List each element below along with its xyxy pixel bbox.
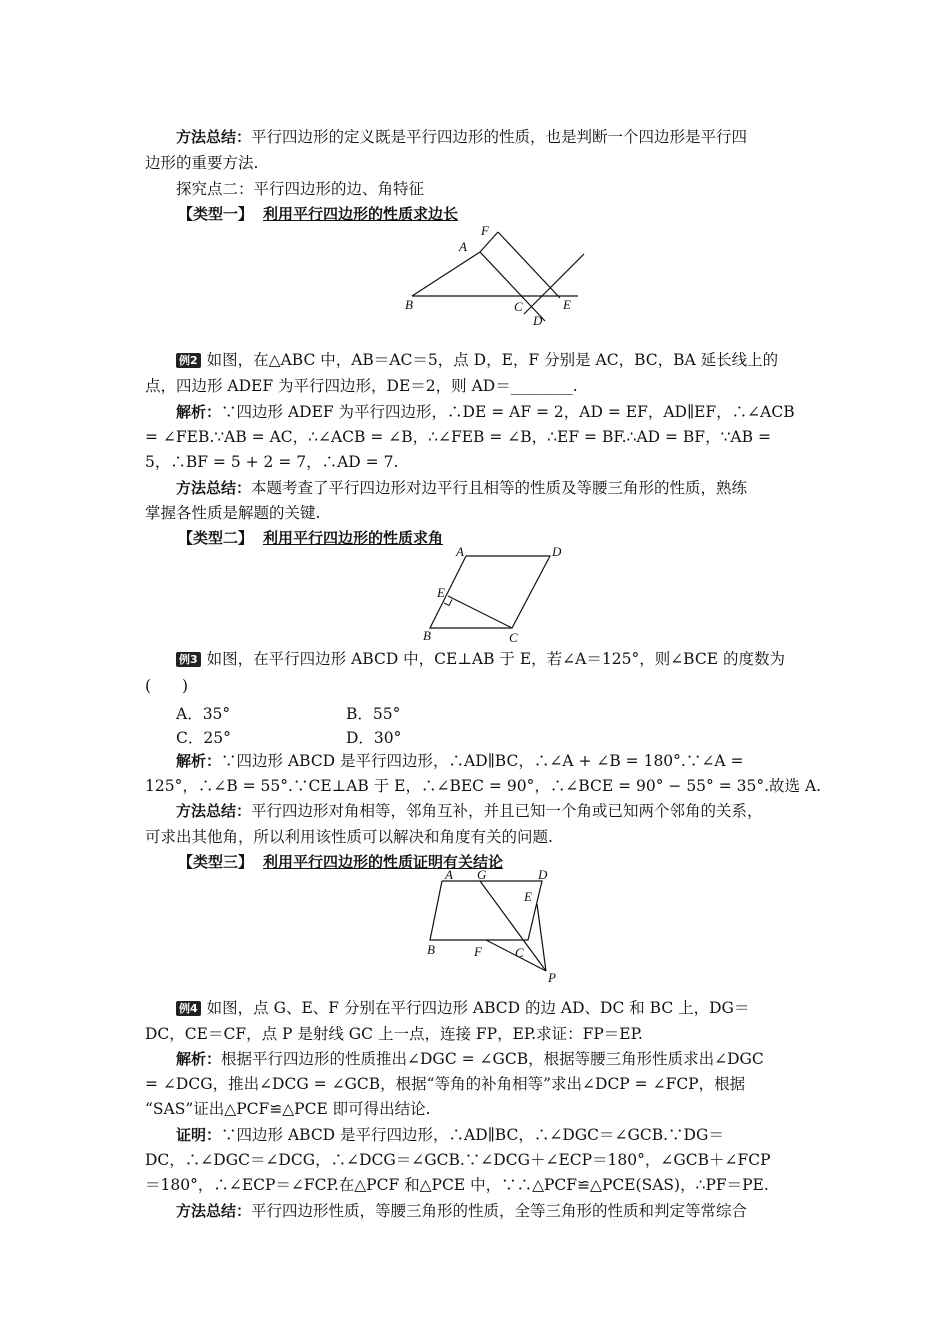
ex4-question-line-2: DC，CE＝CF，点 P 是射线 GC 上一点，连接 FP，EP.求证：FP＝EP. [145,1025,643,1043]
label-a: A [459,239,467,254]
figure-2 [418,546,568,646]
summary-text: 平行四边形的定义既是平行四边形的性质，也是判断一个四边形是平行四 [251,128,748,146]
label-c: C [509,630,518,645]
ex4-badge: 例4 [176,1001,201,1016]
ex4-analysis-line-2: = ∠DCG，推出∠DCG = ∠GCB，根据“等角的补角相等”求出∠DCP = ∠FCP，根据 [145,1075,746,1093]
label-d: D [538,867,548,882]
label-e: E [437,585,445,600]
ex2-badge: 例2 [176,353,201,368]
segment-ce [448,596,512,628]
ex2-analysis-line-2: = ∠FEB.∵AB = AC，∴∠ACB = ∠B，∴∠FEB = ∠B，∴EF = BF.∴AD = BF，∵AB = [145,428,771,446]
ex2-analysis-line-1 [176,401,846,423]
ex3-option-c: C．25° [176,729,231,747]
ex3-option-b: B．55° [346,705,401,723]
ex2-analysis-text-1: ∵四边形 ADEF 为平行四边形，∴DE = AF = 2，AD = EF，AD∥EF，∴∠ACB [221,403,795,421]
ex3-analysis-text-1: ∵四边形 ABCD 是平行四边形，∴AD∥BC，∴∠A + ∠B = 180°.∵∠A = [221,752,744,770]
ex2-analysis-line-3: 5，∴BF = 5 + 2 = 7，∴AD = 7. [145,453,399,471]
ex3-analysis-line-2: 125°，∴∠B = 55°.∵CE⊥AB 于 E，∴∠BEC = 90°，∴∠BCE = 90° − 55° = 35°.故选 A. [145,777,822,795]
segment-ba [412,252,480,296]
ex4-proof-text-1: ∵四边形 ABCD 是平行四边形，∴AD∥BC，∴∠DGC＝∠GCB.∵DG＝ [221,1126,724,1144]
ex3-summary-line-1 [176,800,846,822]
ex2-summary-line-2: 掌握各性质是解题的关键. [145,504,321,522]
label-f: F [474,944,482,959]
label-b: B [423,628,431,643]
ex3-badge: 例3 [176,652,201,667]
right-angle-mark [444,600,452,606]
ex4-analysis-text-1: 根据平行四边形的性质推出∠DGC = ∠GCB，根据等腰三角形性质求出∠DGC [221,1050,764,1068]
ex2-question-line-1 [176,349,846,371]
type1-title: 利用平行四边形的性质求边长 [263,205,459,223]
section-heading: 探究点二：平行四边形的边、角特征 [176,180,425,198]
type2-heading [178,527,443,548]
ex2-analysis-label: 解析： [176,403,222,421]
label-c: C [515,945,524,960]
label-g: G [477,867,487,882]
label-f: F [481,223,489,238]
label-e: E [563,297,571,312]
label-c: C [514,299,523,314]
ex4-summary-line-1 [176,1200,846,1222]
ex4-proof-label: 证明： [176,1126,222,1144]
segment-de [524,254,584,314]
ex4-analysis-label: 解析： [176,1050,222,1068]
ex4-analysis-line-3: “SAS”证出△PCF≌△PCE 即可得出结论. [145,1100,431,1118]
ex3-analysis-label: 解析： [176,752,222,770]
ex4-proof-line-1 [176,1124,846,1146]
ex3-question-line-1 [176,648,846,670]
label-e: E [524,889,532,904]
ex2-text-1: 如图，在△ABC 中，AB＝AC＝5，点 D，E，F 分别是 AC，BC，BA 延长线上的 [206,351,779,369]
type1-heading [178,203,458,224]
ray-gp [480,881,546,971]
label-a: A [456,544,464,559]
ex3-option-d: D．30° [346,729,402,747]
type3-tag: 【类型三】 [178,853,254,871]
type2-tag: 【类型二】 [178,529,254,547]
label-d: D [552,544,562,559]
ex4-proof-line-2: DC，∴∠DGC＝∠DCG，∴∠DCG＝∠GCB.∵∠DCG＋∠ECP＝180°，∠GCB＋∠FCP [145,1151,771,1169]
ex4-proof-line-3: ＝180°，∴∠ECP＝∠FCP.在△PCF 和△PCE 中，∵∴△PCF≌△PCE(SAS)，∴PF＝PE. [145,1176,769,1194]
label-d: D [533,313,543,328]
ex2-summary-text-1: 本题考查了平行四边形对边平行且相等的性质及等腰三角形的性质，熟练 [251,479,748,497]
label-a: A [445,867,453,882]
label-p: P [548,970,556,985]
ex3-summary-text-1: 平行四边形对角相等，邻角互补，并且已知一个角或已知两个邻角的关系， [251,802,763,820]
ex3-question-line-2: ( ) [145,677,189,695]
segment-ad [480,252,545,321]
ex4-text-1: 如图，点 G、E、F 分别在平行四边形 ABCD 的边 AD、DC 和 BC 上，DG＝ [206,999,750,1017]
ex3-text-1: 如图，在平行四边形 ABCD 中，CE⊥AB 于 E，若∠A＝125°，则∠BCE 的度数为 [206,650,785,668]
ex2-summary-line-1 [176,477,846,499]
ex4-analysis-line-1 [176,1048,846,1070]
figure-3 [420,868,570,988]
ex2-summary-label: 方法总结： [176,479,252,497]
type1-tag: 【类型一】 [178,205,254,223]
ex4-summary-text-1: 平行四边形性质，等腰三角形的性质，全等三角形的性质和判定等常综合 [251,1202,748,1220]
ex3-option-a: A．35° [176,705,231,723]
ex4-question-line-1 [176,997,846,1019]
label-b: B [405,297,413,312]
summary-label: 方法总结： [176,128,252,146]
ex3-summary-line-2: 可求出其他角，所以利用该性质可以解决和角度有关的问题. [145,828,553,846]
figure-1 [400,222,590,332]
type2-title: 利用平行四边形的性质求角 [263,529,444,547]
summary-line [176,126,846,148]
ex3-analysis-line-1 [176,750,846,772]
ex2-question-line-2: 点，四边形 ADEF 为平行四边形，DE＝2，则 AD＝________. [145,377,578,395]
summary-line-2: 边形的重要方法. [145,154,259,172]
label-b: B [427,942,435,957]
ex4-summary-label: 方法总结： [176,1202,252,1220]
ex3-summary-label: 方法总结： [176,802,252,820]
type3-title: 利用平行四边形的性质证明有关结论 [263,853,504,871]
